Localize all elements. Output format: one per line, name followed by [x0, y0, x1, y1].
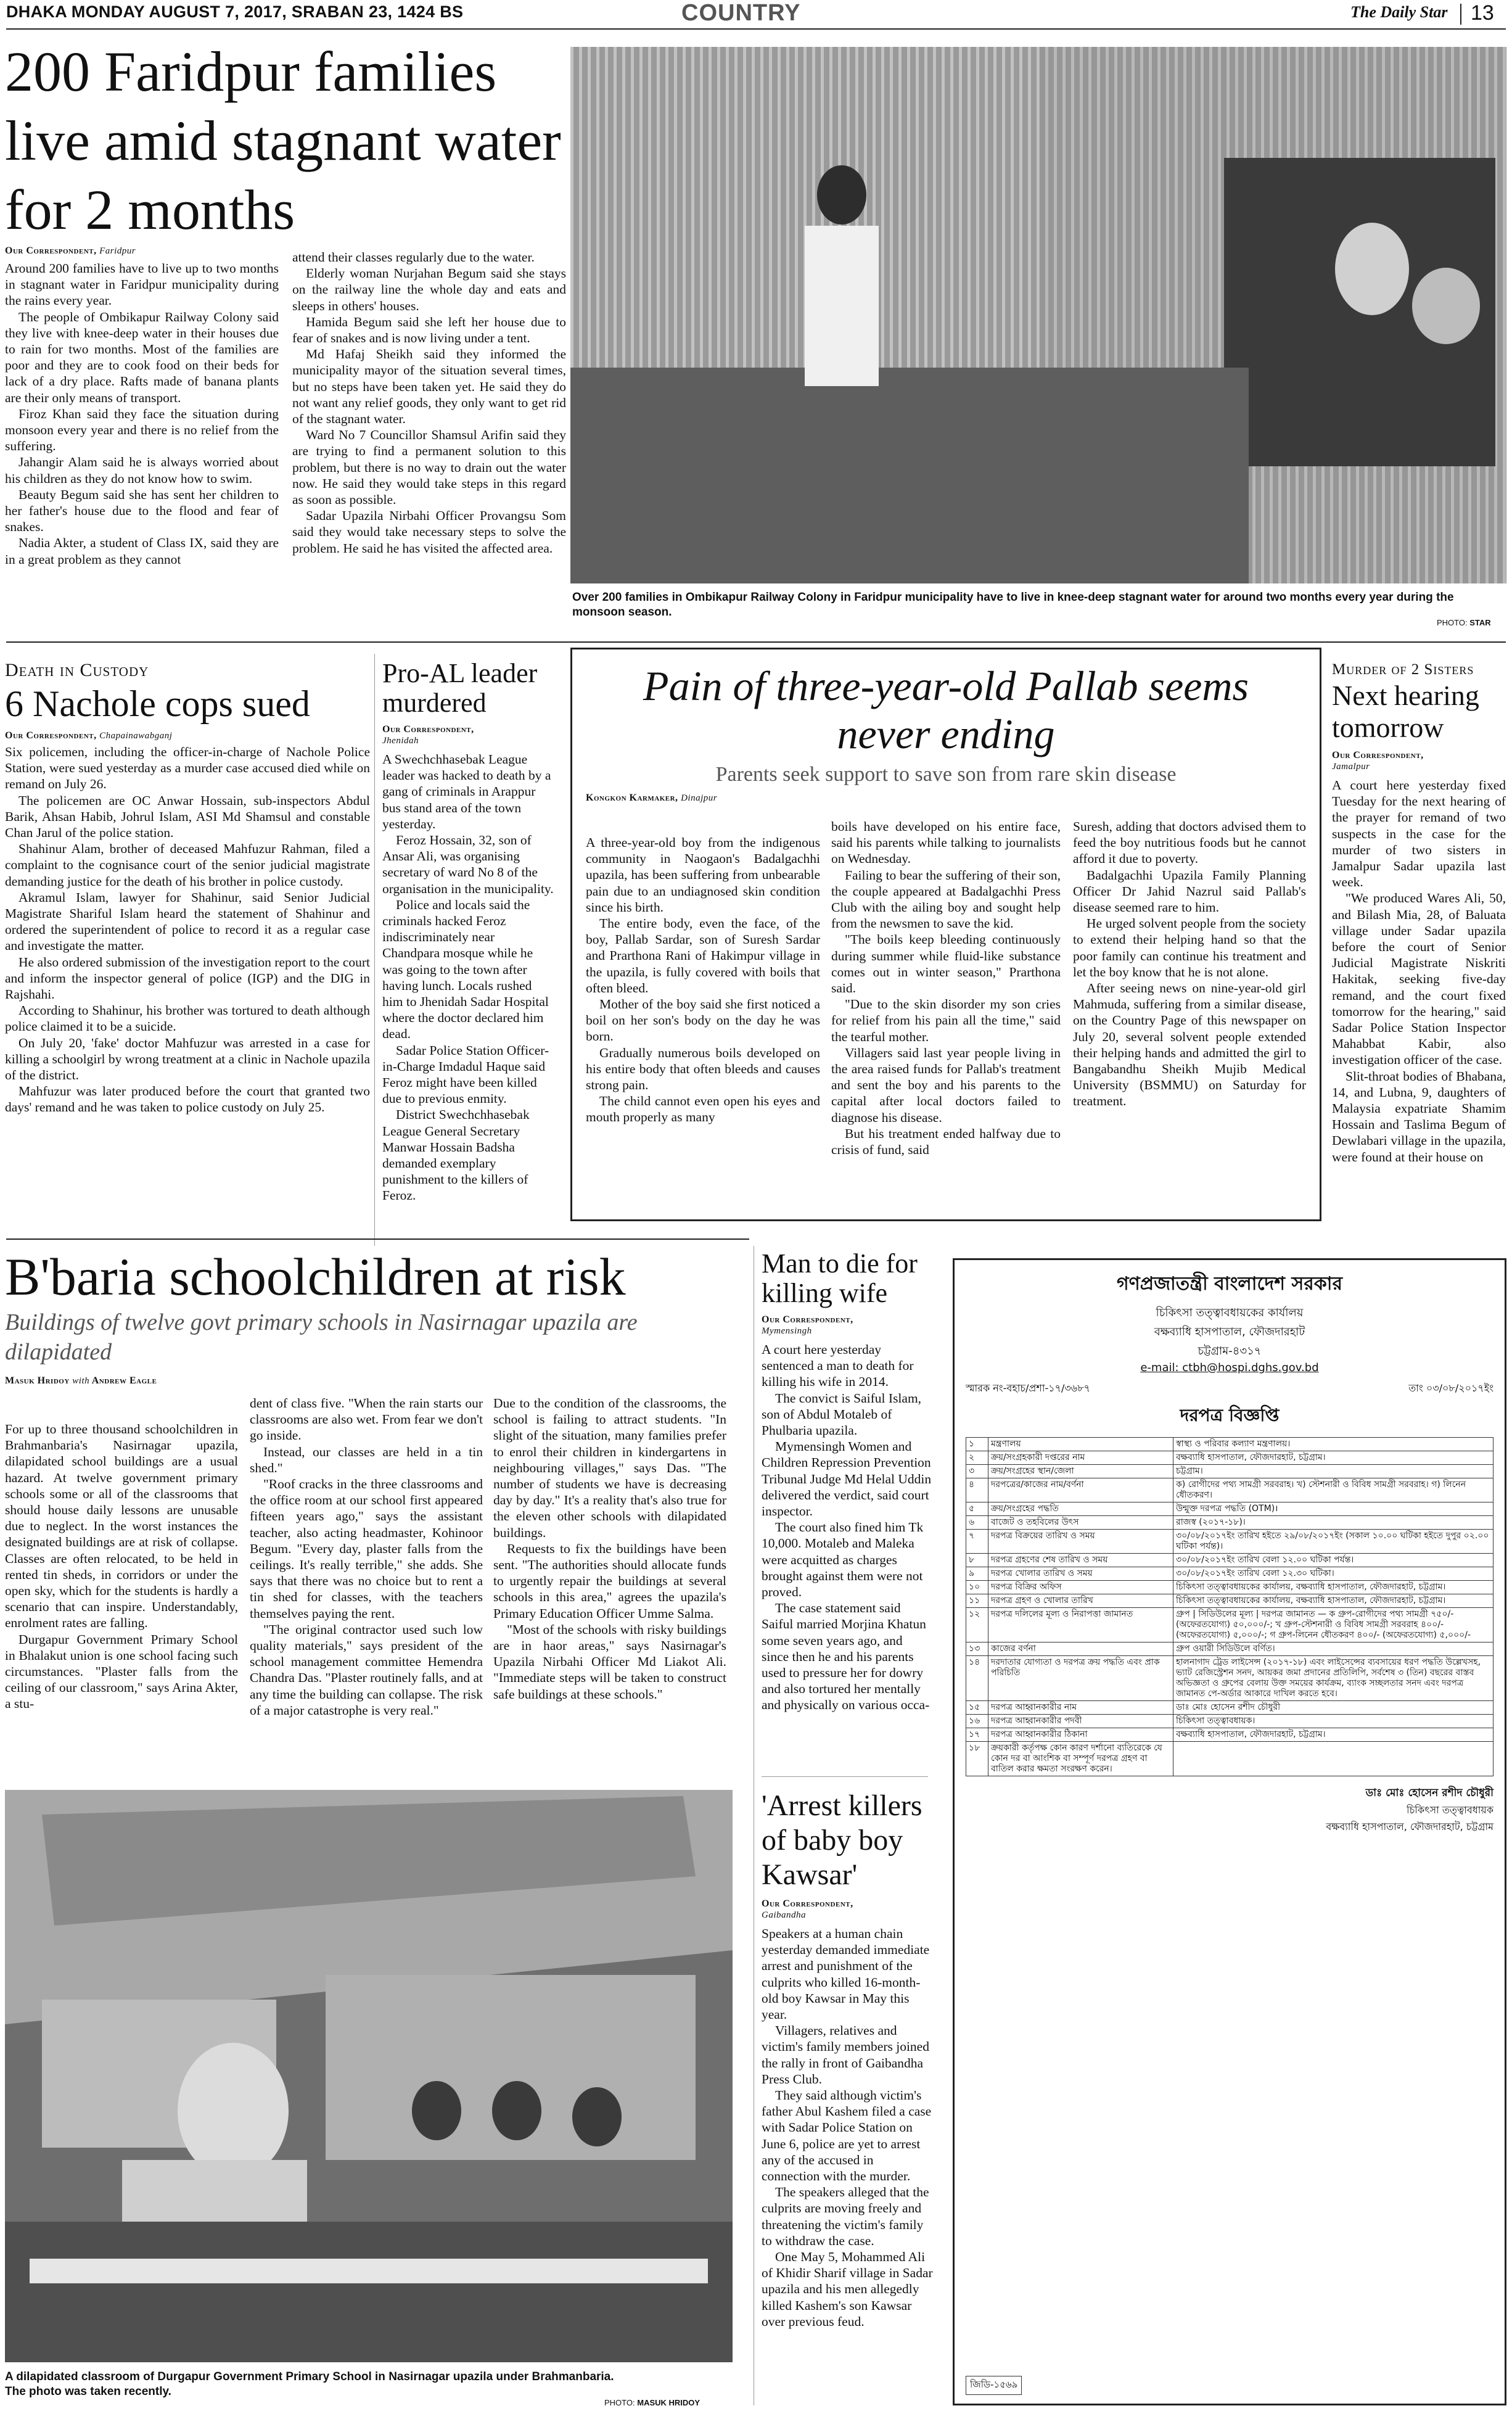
ad-office: চিকিৎসা তত্ত্বাবধায়কের কার্যালয়: [1156, 1306, 1304, 1319]
body: [762, 1342, 933, 1713]
row-value: চট্টগ্রাম।: [1173, 1465, 1494, 1478]
table-row: [966, 1567, 1494, 1581]
headline: Pain of three-year-old Pallab seems never ending: [643, 662, 1249, 757]
divider-v1: [374, 654, 375, 1246]
subhead: Parents seek support to save son from rare skin disease: [715, 763, 1177, 786]
table-row: [966, 1438, 1494, 1451]
byline: Our Correspondent, Gaibandha: [762, 1898, 853, 1920]
paragraph: After seeing news on nine-year-old girl Mahmuda, suffering from a similar disease, on the Country Page of this newspaper on July 20, several solvent people extended their helping hands and admitted the girl to Bangabandhu Sheikh Mujib Medical University (BSMMU) on Saturday for treatment.: [1073, 981, 1306, 1109]
byline: Masuk Hridoy with Andrew Eagle: [5, 1375, 157, 1386]
row-label: দরপত্র বিক্রয়ের তারিখ ও সময়: [988, 1530, 1173, 1554]
classroom-caption: A dilapidated classroom of Durgapur Government Primary School in Nasirnagar upazila under Brahmanbaria. The photo was taken recently.: [5, 2370, 614, 2398]
ad-signer-address: বক্ষব্যাধি হাসপাতাল, ফৌজদারহাট, চট্টগ্রাম: [1326, 1821, 1494, 1832]
story-sisters: [1332, 661, 1506, 1165]
masthead-rule: [6, 28, 1506, 30]
row-label: দরপত্র আহ্বানকারীর পদবী: [988, 1715, 1173, 1728]
column-1: [586, 835, 820, 1126]
page-number: 13: [1471, 1, 1494, 25]
paragraph: Slit-throat bodies of Bhabana, 14, and Lubna, 9, daughters of Malaysia expatriate Shamim Hossain and Taslima Begum of Dewlabari village in the upazila, were found at their house on: [1332, 1068, 1506, 1164]
headline: B'baria schoolchildren at risk: [5, 1247, 626, 1306]
paragraph: Nadia Akter, a student of Class IX, said they are in a great problem as they cannot: [5, 535, 279, 567]
story-pallab: [570, 648, 1321, 1221]
paragraph: District Swechchhasebak League General Secretary Manwar Hossain Badsha demanded exemplary punishment to the killers of Feroz.: [382, 1107, 530, 1203]
paper-name: The Daily Star: [1350, 3, 1448, 21]
paragraph: Mymensingh Women and Children Repression Prevention Tribunal Judge Md Helal Uddin delivered the verdict, said court inspector.: [762, 1439, 932, 1519]
paragraph: One May 5, Mohammed Ali of Khidir Sharif village in Sadar upazila and his men allegedly killed Kashem's son Kawsar over previous feud.: [762, 2249, 933, 2329]
paragraph: Badalgachhi Upazila Family Planning Officer Dr Jahid Nazrul said Pallab's disease seemed rare to him.: [1073, 867, 1306, 915]
row-label: কাজের বর্ণনা: [988, 1642, 1173, 1656]
row-number: ৬: [966, 1516, 988, 1530]
table-row: [966, 1742, 1494, 1776]
ad-date: তাং ০৩/০৮/২০১৭ইং: [1408, 1382, 1494, 1394]
headline: 6 Nachole cops sued: [5, 683, 310, 724]
classroom-photo-illustration: [5, 1790, 733, 2362]
ad-memo: স্মারক নং-বহাচ/প্রশা-১৭/৩৬৮৭: [966, 1382, 1090, 1394]
table-row: [966, 1465, 1494, 1478]
story-nachole: [5, 660, 370, 1116]
row-value: চিকিৎসা তত্ত্বাবধায়কের কার্যালয়, বক্ষব্যাধি হাসপাতাল, ফৌজদারহাট, চট্টগ্রাম।: [1173, 1594, 1494, 1608]
row-label: দরপত্রের/কাজের নাম/বর্ণনা: [988, 1478, 1173, 1502]
column-2: [831, 818, 1061, 1158]
paragraph: Mother of the boy said she first noticed a boil on her son's body on the day he was born.: [586, 997, 820, 1044]
headline: Pro-AL leader murdered: [382, 658, 538, 718]
divider-mid: [6, 1238, 749, 1240]
paragraph: The child cannot even open his eyes and mouth properly as many: [586, 1094, 820, 1125]
ad-city: চট্টগ্রাম-৪৩১৭: [1198, 1345, 1262, 1358]
ad-signer: ডাঃ মোঃ হোসেন রশীদ চৌধুরী: [1365, 1787, 1494, 1799]
row-value: ক) রোগীদের পথ্য সামগ্রী সরবরাহ। খ) স্টেশনারী ও বিবিধ সামগ্রী সরবরাহ। গ) লিনেন ধৌতকরণ।: [1173, 1478, 1494, 1502]
paragraph: A court here yesterday sentenced a man to death for killing his wife in 2014.: [762, 1342, 914, 1390]
paragraph: Durgapur Government Primary School in Bhalakut union is one school facing such circumstances. "Plaster falls from the ceiling of our classroom," says Arina Akter, a stu-: [5, 1631, 238, 1712]
flood-photo-credit: PHOTO: STAR: [1437, 618, 1491, 627]
divider-small: [762, 1776, 928, 1777]
paragraph: attend their classes regularly due to the water.: [292, 250, 535, 265]
row-number: ১৪: [966, 1656, 988, 1701]
row-value: বক্ষব্যাধি হাসপাতাল, ফৌজদারহাট, চট্টগ্রাম।: [1173, 1728, 1494, 1742]
body: [5, 744, 370, 1116]
paragraph: The case statement said Saiful married Morjina Khatun some seven years ago, and since then he and his parents used to pressure her for dowry and also tortured her mentally and physically on various occa-: [762, 1601, 930, 1713]
row-number: ১০: [966, 1581, 988, 1594]
table-row: [966, 1594, 1494, 1608]
table-row: [966, 1701, 1494, 1715]
row-number: ২: [966, 1451, 988, 1465]
paragraph: "Roof cracks in the three classrooms and the office room at our school first appeared fifteen years ago," says the assistant teacher, also acting headmaster, Kohinoor Begum. "Every day, plaster falls from the ceilings. It's really terrible," she adds. She says that there was no choice but to rent a tin shed for classes, with the teachers themselves paying the rent.: [250, 1477, 483, 1621]
body: [1332, 777, 1506, 1165]
row-label: ক্রয়কারী কর্তৃপক্ষ কোন কারণ দর্শানো ব্যতিরেকে যে কোন দর বা আংশিক বা সম্পূর্ণ দরপত্র গ্রহণ বা বাতিল করার ক্ষমতা সংরক্ষণ করেন।: [988, 1742, 1173, 1776]
paragraph: "The original contractor used such low quality materials," says president of the school management committee Hemendra Chandra Das. "Plaster routinely falls, and at any time the building can collapse. The risk of a major catastrophe is very real.": [250, 1622, 483, 1718]
row-value: চিকিৎসা তত্ত্বাবধায়ক।: [1173, 1715, 1494, 1728]
classroom-photo-credit: PHOTO: MASUK HRIDOY: [604, 2398, 701, 2407]
paragraph: Sadar Police Station Officer-in-Charge Imdadul Haque said Feroz might have been killed due to previous enmity.: [382, 1042, 549, 1107]
headline: Man to die for killing wife: [762, 1248, 918, 1308]
row-value: ৩০/০৮/২০১৭ইং তারিখ বেলা ১২.০০ ঘটিকা পর্যন্ত।: [1173, 1554, 1494, 1567]
flood-photo-illustration: [570, 47, 1506, 583]
row-number: ১৩: [966, 1642, 988, 1656]
paragraph: Firoz Khan said they face the situation during monsoon every year and there is no relief from the suffering.: [5, 406, 279, 454]
row-label: দরপত্র দলিলের মূল্য ও নিরাপত্তা জামানত: [988, 1608, 1173, 1642]
table-row: [966, 1451, 1494, 1465]
paragraph: Police and locals said the criminals hacked Feroz indiscriminately near Chandpara mosque while he was going to the town after having lunch. Locals rushed him to Jhenidah Sadar Hospital where the doctor declared him dead.: [382, 897, 549, 1042]
table-row: [966, 1516, 1494, 1530]
ad-signer-title: চিকিৎসা তত্ত্বাবধায়ক: [1407, 1804, 1494, 1816]
table-row: [966, 1478, 1494, 1502]
row-label: দরপত্র খোলার তারিখ ও সময়: [988, 1567, 1173, 1581]
subhead: Buildings of twelve govt primary schools in Nasirnagar upazila are dilapidated: [5, 1309, 638, 1365]
row-label: দরপত্র গ্রহণ ও খোলার তারিখ: [988, 1594, 1173, 1608]
table-row: [966, 1728, 1494, 1742]
section-label: COUNTRY: [681, 0, 801, 26]
paragraph: Requests to fix the buildings have been sent. "The authorities should allocate funds to urgently repair the buildings at several schools in this area," agrees the upazila's Primary Education Officer Umme Salma.: [493, 1541, 726, 1621]
table-row: [966, 1642, 1494, 1656]
paragraph: He urged solvent people from the society to extend their helping hand so that the poor family can continue his treatment and let the boy know that he is not alone.: [1073, 916, 1306, 979]
ad-gd: জিডি-১৫৬৯: [966, 2376, 1022, 2395]
divider-top: [6, 641, 1506, 643]
story-faridpur: [5, 37, 566, 635]
paragraph: dent of class five. "When the rain starts our classrooms are also wet. From fear we don't go inside.: [250, 1396, 483, 1443]
paragraph: The policemen are OC Anwar Hossain, sub-inspectors Abdul Barik, Ahsan Habib, Johrul Islam, ASI Md Shamsul and constable Chan Jarul of the police station.: [5, 793, 370, 841]
table-row: [966, 1530, 1494, 1554]
page-number-divider: [1460, 4, 1461, 25]
headline: 200 Faridpur families live amid stagnant water for 2 months: [5, 40, 561, 241]
paragraph: Around 200 families have to live up to two months in stagnant water in Faridpur municipality during the rains every year.: [5, 261, 279, 308]
row-number: ১৮: [966, 1742, 988, 1776]
row-number: ৫: [966, 1502, 988, 1516]
story-kawsar: [762, 1789, 933, 2330]
paragraph: A Swechchhasebak League leader was hacked to death by a gang of criminals in Arappur bus stand area of the town yesterday.: [382, 752, 551, 831]
row-value: হালনাগাদ ট্রেড লাইসেন্স (২০১৭-১৮) এবং লাইসেন্সের ব্যবসায়ের ধরণ পদ্ধতি উল্লেখসহ, ভ্যাট রেজিস্ট্রেশন সনদ, আয়কর জমা প্রদানের প্রতিলিপি, সর্বশেষ ৩ (তিন) বছরের বাস্তব অভিজ্ঞতা ও গ্রুপের বেলায় উক্ত সময়ের কার্যক্রম, ব্যাংক সচ্ছলতার সনদ এবং দরপত্র জামানত পে-অর্ডার আকারে দাখিল করতে হবে।: [1173, 1656, 1494, 1701]
paragraph: They said although victim's father Abul Kashem filed a case with Sadar Police Station on June 6, police are yet to arrest any of the accused in connection with the murder.: [762, 2088, 932, 2184]
row-number: ১১: [966, 1594, 988, 1608]
headline: 'Arrest killers of baby boy Kawsar': [762, 1789, 922, 1891]
bbaria-column-3: [493, 1395, 726, 1702]
dateline: DHAKA MONDAY AUGUST 7, 2017, SRABAN 23, 1424 BS: [6, 2, 464, 21]
paragraph: Speakers at a human chain yesterday demanded immediate arrest and punishment of the culprits who killed 16-month-old boy Kawsar in May this year.: [762, 1926, 930, 2022]
row-value: ৩০/০৮/২০১৭ইং তারিখ বেলা ১২.৩০ ঘটিকা।: [1173, 1567, 1494, 1581]
table-row: [966, 1554, 1494, 1567]
kicker: Murder of 2 Sisters: [1332, 661, 1474, 678]
bbaria-column-1: [5, 1421, 238, 1712]
paragraph: "Most of the schools with risky buildings are in haor areas," says Nasirnagar's Upazila Nirbahi Officer Md Liakot Ali. "Immediate steps will be taken to construct safe buildings at these schools.": [493, 1622, 726, 1702]
paragraph: Sadar Upazila Nirbahi Officer Provangsu Som said they would take necessary steps to solve the problem. He said he has visited the affected area.: [292, 508, 566, 556]
paragraph: Instead, our classes are held in a tin shed.": [250, 1444, 483, 1475]
tender-notice-ad: [953, 1258, 1506, 2405]
row-value: [1173, 1742, 1494, 1776]
body: [382, 751, 554, 1204]
paragraph: But his treatment ended halfway due to crisis of fund, said: [831, 1126, 1061, 1158]
kicker: Death in Custody: [5, 660, 149, 680]
paragraph: "We produced Wares Ali, 50, and Bilash Mia, 28, of Baluata village under Sadar upazila before the court of Senior Judicial Magistrate Niskriti Hakitak, seeking five-day remand, and the court fixed tomorrow for the hearing," said Sadar Police Station Inspector Mahabbat Kabir, also investigation officer of the case.: [1332, 891, 1506, 1068]
table-row: [966, 1715, 1494, 1728]
paragraph: For up to three thousand schoolchildren in Brahmanbaria's Nasirnagar upazila, dilapidated school buildings are a usual hazard. At twelve government primary schools some or all of the classrooms that should house daily lessons are unusable due to neglect. In the worst instances the designated buildings are at risk of collapse. Classes are often relocated, to be held in rented tin sheds, in corridors or under the open sky, which for the students is hardly a scenario that can inspire. Understandably, enrolment rates are falling.: [5, 1422, 238, 1631]
column-3: [1073, 818, 1306, 1110]
bbaria-column-2: [250, 1395, 483, 1718]
body: [762, 1926, 933, 2330]
row-number: ১৫: [966, 1701, 988, 1715]
row-number: ৪: [966, 1478, 988, 1502]
paragraph: He also ordered submission of the investigation report to the court and inform the inspector general of police (IGP) and the DIG in Rajshahi.: [5, 954, 370, 1002]
paragraph: boils have developed on his entire face, said his parents while talking to journalists on Wednesday.: [831, 819, 1061, 867]
row-label: দরপত্র আহ্বানকারীর ঠিকানা: [988, 1728, 1173, 1742]
row-value: গ্রুপ ওয়ারী সিডিউলে বর্ণিত।: [1173, 1642, 1494, 1656]
paragraph: Gradually numerous boils developed on his entire body that often bleeds and causes strong pain.: [586, 1045, 820, 1093]
paragraph: The entire body, even the face, of the boy, Pallab Sardar, son of Suresh Sardar and Prarthona Rani of Hakimpur village in the upazila, is fully covered with boils that often bleed.: [586, 916, 820, 995]
row-value: রাজস্ব (২০১৭-১৮)।: [1173, 1516, 1494, 1530]
paragraph: Villagers, relatives and victim's family members joined the rally in front of Gaibandha Press Club.: [762, 2023, 929, 2087]
paragraph: Hamida Begum said she left her house due to fear of snakes and is now living under a tent.: [292, 314, 566, 346]
byline: Our Correspondent, Faridpur: [5, 245, 136, 256]
paragraph: Ward No 7 Councillor Shamsul Arifin said they are trying to find a permanent solution to this problem, but there is no way to drain out the water now. He said they would take steps in this regard as soon as possible.: [292, 427, 566, 508]
paragraph: The speakers alleged that the culprits are moving freely and threatening the victim's family to withdraw the case.: [762, 2185, 929, 2248]
story-pro-al: [382, 659, 554, 1204]
byline: Kongkon Karmaker, Dinajpur: [586, 793, 718, 803]
paragraph: "The boils keep bleeding continuously during summer while fluid-like substance comes out in winter season," Prarthona said.: [831, 932, 1061, 996]
row-label: মন্ত্রণালয়: [988, 1438, 1173, 1451]
row-number: ১২: [966, 1608, 988, 1642]
paragraph: "Due to the skin disorder my son cries for relief from his pain all the time," said the tearful mother.: [831, 997, 1061, 1044]
row-number: ৮: [966, 1554, 988, 1567]
paragraph: The convict is Saiful Islam, son of Abdul Motaleb of Phulbaria upazila.: [762, 1390, 922, 1438]
column-2: [292, 249, 566, 556]
row-number: ৩: [966, 1465, 988, 1478]
paragraph: Six policemen, including the officer-in-charge of Nachole Police Station, were sued yesterday as a murder case accused died while on remand on July 26.: [5, 744, 370, 792]
row-number: ১৬: [966, 1715, 988, 1728]
row-value: স্বাস্থ্য ও পরিবার কল্যাণ মন্ত্রণালয়।: [1173, 1438, 1494, 1451]
paragraph: A court here yesterday fixed Tuesday for the next hearing of the prayer for remand of two suspects in the case for the murder of two sisters in Jamalpur Sadar upazila last week.: [1332, 778, 1506, 890]
ad-hospital: বক্ষব্যাধি হাসপাতাল, ফৌজদারহাট: [1154, 1325, 1305, 1338]
paragraph: A three-year-old boy from the indigenous community in Naogaon's Badalgachhi upazila, has been suffering from unbearable pain due to an undiagnosed skin condition since his birth.: [586, 835, 820, 915]
row-value: উন্মুক্ত দরপত্র পদ্ধতি (OTM)।: [1173, 1502, 1494, 1516]
paragraph: Due to the condition of the classrooms, the school is failing to attract students. "In slight of the situation, many families prefer to enrol their children in kindergartens in neighbouring villages," says Das. "The number of students we have is decreasing day by day." It's a reality that's also true for the eleven other schools with dilapidated buildings.: [493, 1396, 726, 1540]
table-row: [966, 1608, 1494, 1642]
row-number: ৯: [966, 1567, 988, 1581]
row-number: ৭: [966, 1530, 988, 1554]
row-label: ক্রয়/সংগ্রহের স্থান/জেলা: [988, 1465, 1173, 1478]
table-row: [966, 1656, 1494, 1701]
ad-title: গণপ্রজাতন্ত্রী বাংলাদেশ সরকার: [1117, 1273, 1342, 1295]
byline: Our Correspondent, Jamalpur: [1332, 750, 1424, 772]
paragraph: Jahangir Alam said he is always worried about his children as they do not know how to swim.: [5, 455, 279, 486]
paragraph: Suresh, adding that doctors advised them to feed the boy nutritious foods but he cannot afford it due to poverty.: [1073, 819, 1306, 867]
column-1: [5, 260, 279, 567]
paragraph: Shahinur Alam, brother of deceased Mahfuzur Rahman, filed a complaint to the cognisance court of the senior judicial magistrate demanding justice for the death of his brother in police custody.: [5, 841, 370, 889]
ad-memo-row: [966, 1380, 1494, 1397]
masthead: [0, 0, 1512, 31]
row-value: বক্ষব্যাধি হাসপাতাল, ফৌজদারহাট, চট্টগ্রাম।: [1173, 1451, 1494, 1465]
row-label: দরদাতার যোগ্যতা ও দরপত্র ক্রয় পদ্ধতি এবং প্রাক পরিচিতি: [988, 1656, 1173, 1701]
row-value: ডাঃ মোঃ হোসেন রশীদ চৌধুরী: [1173, 1701, 1494, 1715]
table-row: [966, 1581, 1494, 1594]
ad-email[interactable]: e-mail: ctbh@hospi.dghs.gov.bd: [1140, 1361, 1319, 1374]
paragraph: Elderly woman Nurjahan Begum said she stays on the railway line the whole day and eats and sleeps in others' houses.: [292, 266, 566, 313]
byline: Our Correspondent, Chapainawabganj: [5, 730, 173, 741]
byline: Our Correspondent, Jhenidah: [382, 724, 474, 746]
row-label: ক্রয়/সংগ্রহের পদ্ধতি: [988, 1502, 1173, 1516]
row-label: ক্রয়/সংগ্রহকারী দপ্তরের নাম: [988, 1451, 1173, 1465]
row-label: দরপত্র বিক্রির অফিস: [988, 1581, 1173, 1594]
paragraph: According to Shahinur, his brother was tortured to death although police claimed it to be a suicide.: [5, 1003, 370, 1034]
paragraph: Akramul Islam, lawyer for Shahinur, said Senior Judicial Magistrate Shariful Islam heard the statement of Shahinur and ordered the superintendent of police to record it as a regular case and investigate the matter.: [5, 889, 370, 954]
row-number: ১: [966, 1438, 988, 1451]
story-man-to-die: [762, 1249, 933, 1713]
paragraph: The people of Ombikapur Railway Colony said they live with knee-deep water in their houses due to rain for two months. Most of the families are poor and they are to cook food on their beds for lack of a dry place. Rafts made of banana plants are their only means of transport.: [5, 309, 279, 405]
headline: Next hearing tomorrow: [1332, 680, 1479, 743]
row-label: বাজেট ও তহবিলের উৎস: [988, 1516, 1173, 1530]
paragraph: Mahfuzur was later produced before the court that granted two days' remand and he was taken to police custody on July 25.: [5, 1084, 370, 1115]
flood-caption: Over 200 families in Ombikapur Railway Colony in Faridpur municipality have to live in knee-deep stagnant water for around two months every year during the monsoon season.: [572, 591, 1454, 619]
ad-table: [966, 1437, 1494, 1776]
paragraph: Failing to bear the suffering of their son, the couple appeared at Badalgachhi Press Club with the ailing boy and sought help from the newsmen to save the kid.: [831, 867, 1061, 931]
paragraph: On July 20, 'fake' doctor Mahfuzur was arrested in a case for killing a schoolgirl by wrong treatment at a clinic in Nachole upazila of the district.: [5, 1035, 370, 1083]
classroom-photo: [5, 1790, 733, 2362]
paragraph: The court also fined him Tk 10,000. Motaleb and Maleka were acquitted as charges brought against them were not proved.: [762, 1520, 924, 1600]
row-label: দরপত্র আহ্বানকারীর নাম: [988, 1701, 1173, 1715]
row-value: গ্রুপ | সিডিউলের মূল্য | দরপত্র জামানত — ক গ্রুপ-রোগীদের পথ্য সামগ্রী ৭৫০/- (অফেরতযোগ্য) ৫০,০০০/-; খ গ্রুপ-স্টেশনারী ও বিবিধ সামগ্রী সরবরাহ ৪০০/- (অফেরতযোগ্য) ৫,০০০/-; গ গ্রুপ-লিনেন ধৌতকরণ ৪০০/- (অফেরতযোগ্য) ৫,০০০/-: [1173, 1608, 1494, 1642]
row-number: ১৭: [966, 1728, 988, 1742]
row-label: দরপত্র গ্রহণের শেষ তারিখ ও সময়: [988, 1554, 1173, 1567]
story-bbaria: [5, 1247, 739, 1387]
byline: Our Correspondent, Mymensingh: [762, 1314, 853, 1336]
ad-notice-title: দরপত্র বিজ্ঞপ্তি: [1180, 1405, 1280, 1425]
flood-photo: [570, 47, 1506, 583]
paragraph: Feroz Hossain, 32, son of Ansar Ali, was organising secretary of ward No 8 of the organisation in the municipality.: [382, 833, 554, 896]
table-row: [966, 1502, 1494, 1516]
row-value: ৩০/০৮/২০১৭ইং তারিখ হইতে ২৯/০৮/২০১৭ইং (সকাল ১০.০০ ঘটিকা হইতে দুপুর ০২.০০ ঘটিকা পর্যন্ত)।: [1173, 1530, 1494, 1554]
paragraph: Md Hafaj Sheikh said they informed the municipality mayor of the situation several times, but no steps have been taken yet. He said they do not want any relief goods, they only want to get rid of the stagnant water.: [292, 347, 566, 427]
paragraph: Villagers said last year people living in the area raised funds for Pallab's treatment and sent the boy and his parents to the capital after local doctors failed to diagnose his disease.: [831, 1045, 1061, 1125]
paragraph: Beauty Begum said she has sent her children to her father's house due to the flood and fear of snakes.: [5, 487, 279, 535]
row-value: চিকিৎসা তত্ত্বাবধায়কের কার্যালয়, বক্ষব্যাধি হাসপাতাল, ফৌজদারহাট, চট্টগ্রাম।: [1173, 1581, 1494, 1594]
